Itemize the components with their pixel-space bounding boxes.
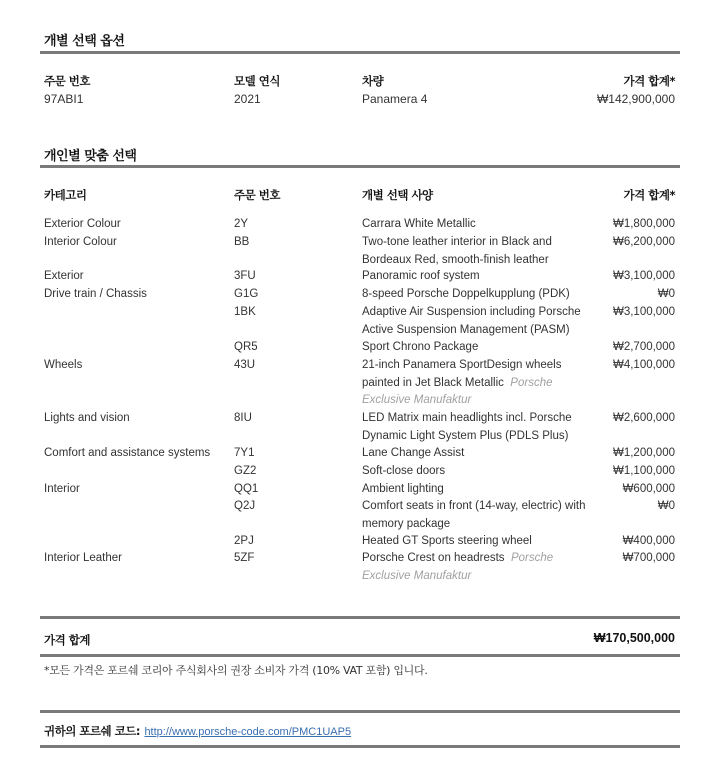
row-code: Q2J	[234, 500, 256, 512]
row-price: ₩2,600,000	[612, 412, 675, 424]
porsche-code-label: 귀하의 포르쉐 코드:	[44, 724, 140, 738]
row-description	[362, 339, 592, 357]
row-price: ₩0	[657, 500, 675, 512]
row-category: Lights and vision	[44, 412, 130, 424]
row-price: ₩1,800,000	[612, 218, 675, 230]
row-description	[362, 216, 592, 234]
model-year-value: 2021	[234, 92, 261, 106]
row-description	[362, 481, 592, 499]
row-description	[362, 550, 592, 585]
row-code: QR5	[234, 341, 258, 353]
price-header: 가격 합계*	[623, 188, 675, 202]
row-price: ₩3,100,000	[612, 306, 675, 318]
row-code: QQ1	[234, 483, 259, 495]
row-description	[362, 463, 592, 481]
divider	[40, 165, 680, 168]
row-category: Wheels	[44, 359, 83, 371]
row-price: ₩2,700,000	[612, 341, 675, 353]
grand-total-value: ₩170,500,000	[593, 631, 675, 645]
divider	[40, 51, 680, 54]
row-description	[362, 445, 592, 463]
grand-total-label: 가격 합계	[44, 633, 90, 647]
row-category: Comfort and assistance systems	[44, 447, 211, 459]
option-description: Panoramic roof system	[362, 270, 480, 282]
order-number-header: 주문 번호	[234, 188, 280, 202]
row-code: 2Y	[234, 218, 249, 230]
row-description	[362, 234, 592, 269]
row-description	[362, 533, 592, 551]
row-category: Exterior	[44, 270, 84, 282]
row-code: 1BK	[234, 306, 256, 318]
divider	[40, 745, 680, 748]
price-footnote: *모든 가격은 포르쉐 코리아 주식회사의 권장 소비자 가격 (10% VAT 포함) 입니다.	[44, 664, 428, 677]
option-description: Porsche Crest on headrests	[362, 552, 505, 564]
option-description: Heated GT Sports steering wheel	[362, 535, 532, 547]
row-code: 7Y1	[234, 447, 255, 459]
row-code: BB	[234, 236, 250, 248]
row-description	[362, 357, 592, 410]
row-code: G1G	[234, 288, 259, 300]
total-price-label: 가격 합계*	[623, 74, 675, 88]
option-description: 21-inch Panamera SportDesign wheels painted in Jet Black Metallic	[362, 359, 562, 389]
option-header: 개별 선택 사양	[362, 188, 433, 202]
vehicle-value: Panamera 4	[362, 92, 428, 106]
option-description: Two-tone leather interior in Black and Bordeaux Red, smooth-finish leather	[362, 236, 552, 266]
option-description: Ambient lighting	[362, 483, 444, 495]
row-price: ₩1,200,000	[612, 447, 675, 459]
category-header: 카테고리	[44, 188, 87, 202]
divider	[40, 710, 680, 713]
divider	[40, 616, 680, 619]
row-code: 8IU	[234, 412, 252, 424]
row-description	[362, 304, 592, 339]
row-price: ₩4,100,000	[612, 359, 675, 371]
porsche-code-link[interactable]: http://www.porsche-code.com/PMC1UAP5	[144, 726, 352, 738]
row-description	[362, 268, 592, 286]
model-year-label: 모델 연식	[234, 74, 280, 88]
row-price: ₩400,000	[622, 535, 675, 547]
row-code: 2PJ	[234, 535, 254, 547]
row-category: Interior	[44, 483, 80, 495]
row-description	[362, 410, 592, 445]
row-code: GZ2	[234, 465, 257, 477]
row-price: ₩700,000	[622, 552, 675, 564]
option-description: Lane Change Assist	[362, 447, 465, 459]
order-number-value: 97ABI1	[44, 92, 84, 106]
row-price: ₩600,000	[622, 483, 675, 495]
row-price: ₩0	[657, 288, 675, 300]
section-title-personalization: 개인별 맞춤 선택	[44, 149, 137, 164]
section-title-individual-options: 개별 선택 옵션	[44, 34, 125, 49]
row-category: Exterior Colour	[44, 218, 121, 230]
option-description: Soft-close doors	[362, 465, 446, 477]
option-description: LED Matrix main headlights incl. Porsche Dynamic Light System Plus (PDLS Plus)	[362, 412, 572, 442]
row-description	[362, 286, 592, 304]
row-category: Interior Colour	[44, 236, 117, 248]
divider	[40, 654, 680, 657]
porsche-code-line	[44, 722, 351, 740]
exclusive-manufaktur-tag: Porsche Exclusive Manufaktur	[362, 552, 554, 582]
row-price: ₩1,100,000	[612, 465, 675, 477]
option-description: Sport Chrono Package	[362, 341, 479, 353]
option-description: Adaptive Air Suspension including Porsche Active Suspension Management (PASM)	[362, 306, 581, 336]
option-description: Carrara White Metallic	[362, 218, 476, 230]
base-price-value: ₩142,900,000	[596, 92, 675, 106]
order-number-label: 주문 번호	[44, 74, 90, 88]
row-code: 43U	[234, 359, 256, 371]
row-description	[362, 498, 592, 533]
option-description: Comfort seats in front (14-way, electric) with memory package	[362, 500, 586, 530]
vehicle-label: 차량	[362, 74, 384, 88]
option-description: 8-speed Porsche Doppelkupplung (PDK)	[362, 288, 570, 300]
row-category: Interior Leather	[44, 552, 122, 564]
row-code: 5ZF	[234, 552, 255, 564]
row-price: ₩3,100,000	[612, 270, 675, 282]
row-price: ₩6,200,000	[612, 236, 675, 248]
row-category: Drive train / Chassis	[44, 288, 147, 300]
exclusive-manufaktur-tag: Porsche Exclusive Manufaktur	[362, 376, 553, 406]
row-code: 3FU	[234, 270, 256, 282]
